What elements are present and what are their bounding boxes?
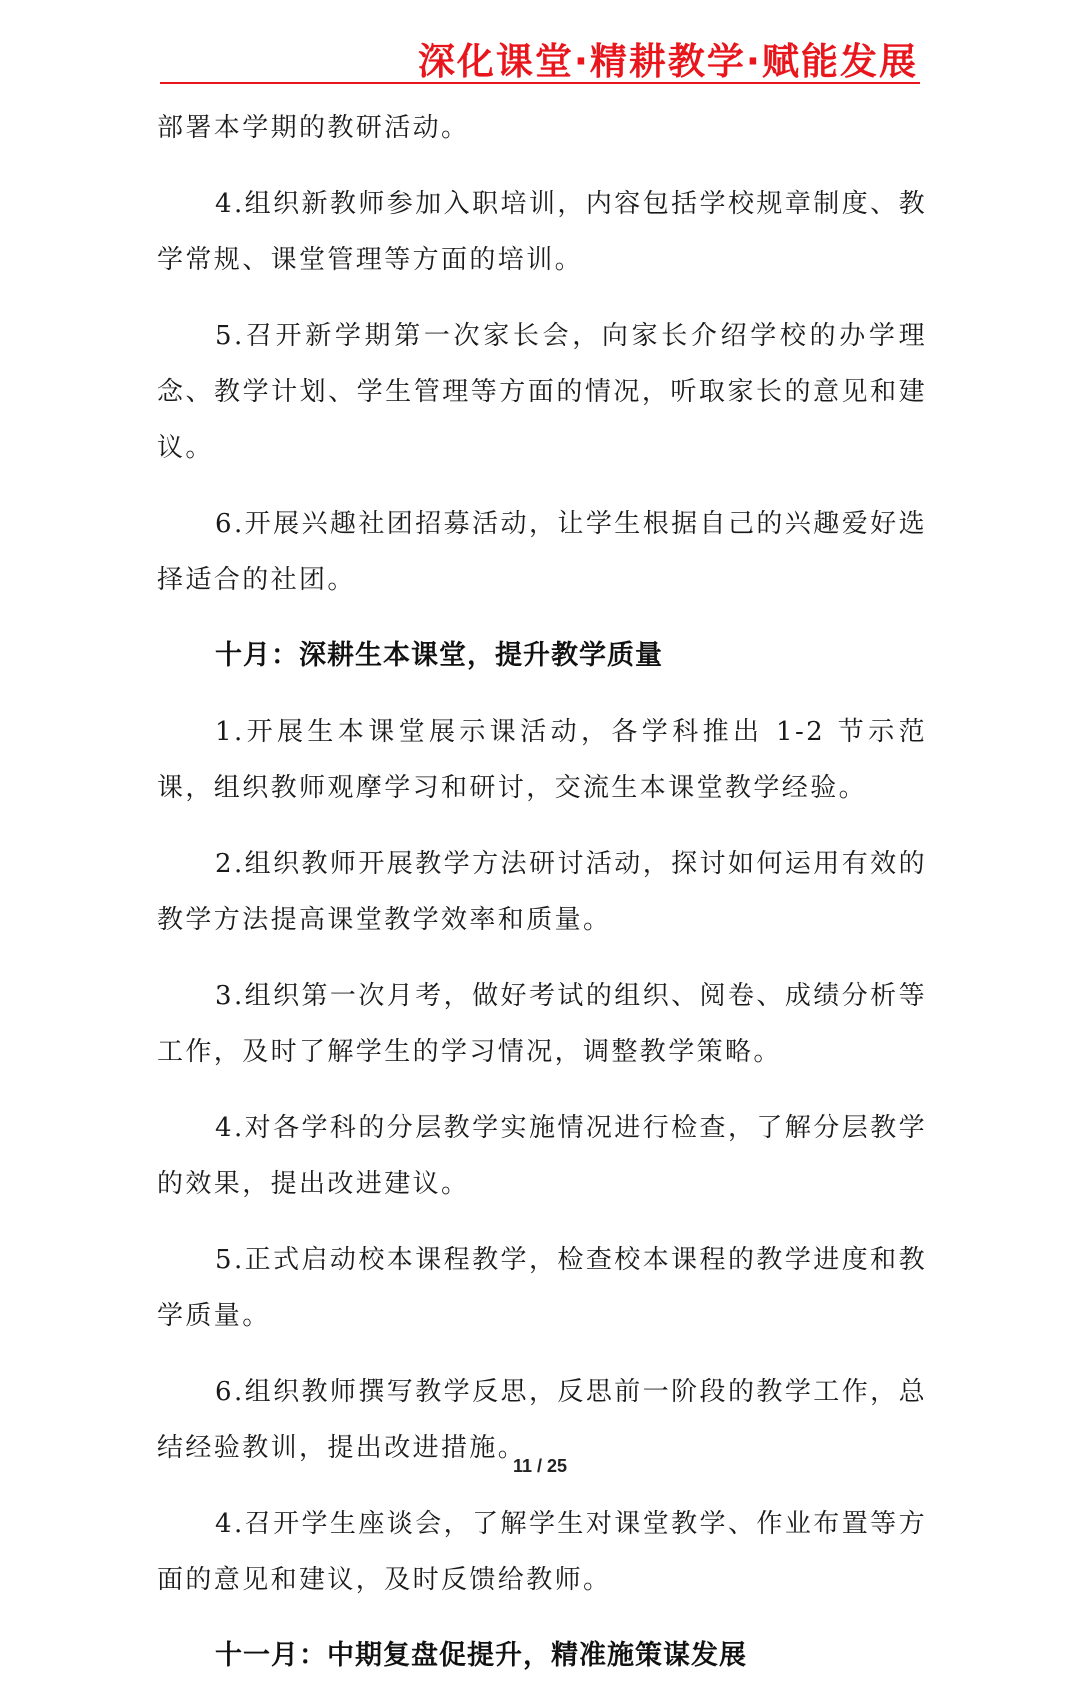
- paragraph-item: 4.对各学科的分层教学实施情况进行检查，了解分层教学的效果，提出改进建议。: [157, 1113, 927, 1199]
- paragraph-item: 1.开展生本课堂展示课活动，各学科推出 1-2 节示范课，组织教师观摩学习和研讨，交流生本课堂教学经验。: [157, 717, 927, 803]
- paragraph-item: 5.正式启动校本课程教学，检查校本课程的教学进度和教学质量。: [157, 1245, 927, 1331]
- paragraph-item: 4.召开学生座谈会，了解学生对课堂教学、作业布置等方面的意见和建议，及时反馈给教师。: [157, 1509, 927, 1595]
- paragraph-item: 2.组织教师开展教学方法研讨活动，探讨如何运用有效的教学方法提高课堂教学效率和质量。: [157, 849, 927, 935]
- paragraph-continuation: 部署本学期的教研活动。: [157, 113, 470, 143]
- header-divider: [160, 82, 920, 84]
- section-heading-november: 十一月：中期复盘促提升，精准施策谋发展: [215, 1640, 747, 1671]
- paragraph-item: 6.组织教师撰写教学反思，反思前一阶段的教学工作，总结经验教训，提出改进措施。: [157, 1377, 927, 1463]
- page-number: 11 / 25: [512, 1456, 568, 1476]
- section-heading-october: 十月：深耕生本课堂，提升教学质量: [215, 640, 663, 671]
- paragraph-item: 3.组织第一次月考，做好考试的组织、阅卷、成绩分析等工作，及时了解学生的学习情况，调整教学策略。: [157, 981, 927, 1067]
- paragraph-item: 6.开展兴趣社团招募活动，让学生根据自己的兴趣爱好选择适合的社团。: [157, 509, 927, 595]
- header-title: 深化课堂·精耕教学·赋能发展: [417, 40, 918, 83]
- paragraph-item: 4.组织新教师参加入职培训，内容包括学校规章制度、教学常规、课堂管理等方面的培训。: [157, 189, 927, 275]
- paragraph-item: 5.召开新学期第一次家长会，向家长介绍学校的办学理念、教学计划、学生管理等方面的情况，听取家长的意见和建议。: [157, 321, 927, 463]
